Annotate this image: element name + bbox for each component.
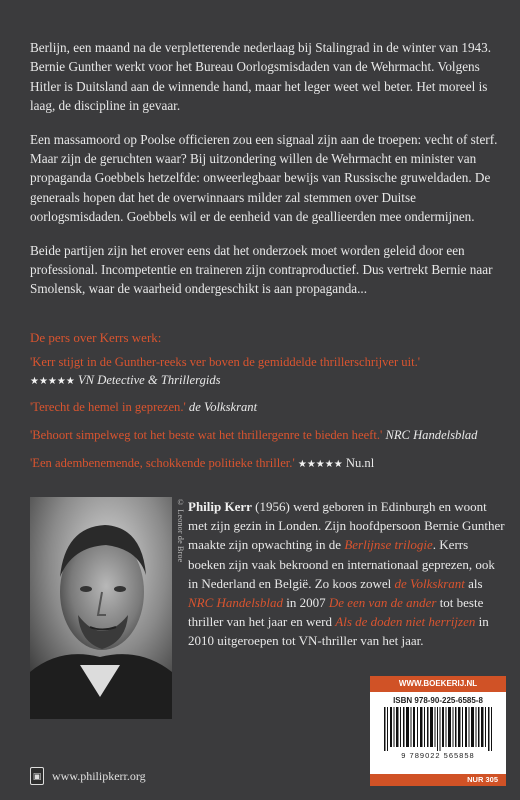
bio-text: . Kerrs boeken zijn vaak bekroond en internationaal geprezen, ook in Nederland en België. Zo koos zowel xyxy=(188,537,495,591)
publisher-website: WWW.BOEKERIJ.NL xyxy=(370,676,506,692)
barcode-digits: 9 789022 565858 xyxy=(401,751,475,760)
blurb-paragraph-2: Een massamoord op Poolse officieren zou een signaal zijn aan de troepen: vecht of sterf. Maar zijn de geruchten waar? Bij uitzondering willen de Wehrmacht en minister van propaganda Goebbels hetzelfde: onweerlegbaar bewijs van Russische gruweldaden. De generaals hopen dat het de overwinnaars milder zal stemmen over Duitse oorlogsmisdaden. Goebbels wil er de eenheid van de geallieerden mee ondermijnen. xyxy=(30,131,498,225)
blurb-paragraph-1: Berlijn, een maand na de verpletterende nederlaag bij Stalingrad in de winter van 1943. Bernie Gunther werkt voor het Bureau Oorlogsmisdaden van de Wehrmacht. Volgens Hitler is Duitsland aan de winnende hand, maar het leger weet wel beter. Het moreel is laag, de discipline in gevaar. xyxy=(30,40,492,114)
author-photo xyxy=(30,497,172,719)
bio-text: (1956) werd geboren in Edinburgh en woont met zijn gezin in Londen. Zijn hoofdpersoon Bernie Gunther maakte zijn opwachting in de xyxy=(188,499,505,553)
quote-source: NRC Handelsblad xyxy=(385,428,478,442)
bio-text: tot beste thriller van het jaar en werd xyxy=(188,595,484,630)
nur-code: NUR 305 xyxy=(370,774,506,786)
bio-text: in 2010 uitgeroepen tot VN-thriller van het jaar. xyxy=(188,614,489,649)
author-website-link[interactable]: www.philipkerr.org xyxy=(52,768,146,783)
rating-stars: ★★★★★ xyxy=(297,459,343,470)
quote-source: Nu.nl xyxy=(345,456,375,470)
bio-text: in 2007 xyxy=(282,595,329,611)
photo-credit: © Leonor de Broe xyxy=(176,498,185,563)
blurb xyxy=(30,38,500,313)
quote-text: 'Behoort simpelweg tot het beste wat het thrillergenre te bieden heeft.' xyxy=(30,428,383,442)
press-quote-1 xyxy=(30,353,500,391)
quote-text: 'Kerr stijgt in de Gunther-reeks ver boven de gemiddelde thrillerschrijver uit.' xyxy=(30,355,421,369)
footer xyxy=(30,767,146,785)
isbn: ISBN 978-90-225-6585-8 xyxy=(393,696,483,705)
bio-text: als xyxy=(464,575,483,591)
press-quote-2 xyxy=(30,398,500,416)
quote-text: 'Terecht de hemel in geprezen.' xyxy=(30,400,186,414)
author-portrait-image xyxy=(30,497,172,719)
author-bio xyxy=(188,497,506,651)
bio-title: NRC Handelsblad xyxy=(188,595,283,611)
quote-text: 'Een adembenemende, schokkende politieke thriller.' xyxy=(30,456,295,470)
press-quote-3 xyxy=(30,426,500,444)
phone-icon: ▣ xyxy=(30,767,44,785)
press-quote-4 xyxy=(30,454,500,474)
quote-source: de Volkskrant xyxy=(188,400,258,414)
blurb-paragraph-3: Beide partijen zijn het erover eens dat het onderzoek moet worden geleid door een professional. Incompetentie en traineren zijn contraproductief. Dus vertrekt Bernie naar Smolensk, waar de waarheid ondergeschikt is aan propaganda... xyxy=(30,242,493,297)
author-name: Philip Kerr xyxy=(188,499,252,514)
barcode-box xyxy=(370,676,506,786)
bio-title: de Volkskrant xyxy=(394,575,465,591)
bio-title: De een van de ander xyxy=(328,595,437,611)
quote-source: VN Detective & Thrillergids xyxy=(77,373,221,387)
rating-stars: ★★★★★ xyxy=(30,376,75,387)
bio-title: Als de doden niet herrijzen xyxy=(335,614,476,630)
press-heading: De pers over Kerrs werk: xyxy=(30,330,162,345)
barcode-icon xyxy=(382,707,494,751)
bio-title: Berlijnse trilogie xyxy=(344,537,433,553)
